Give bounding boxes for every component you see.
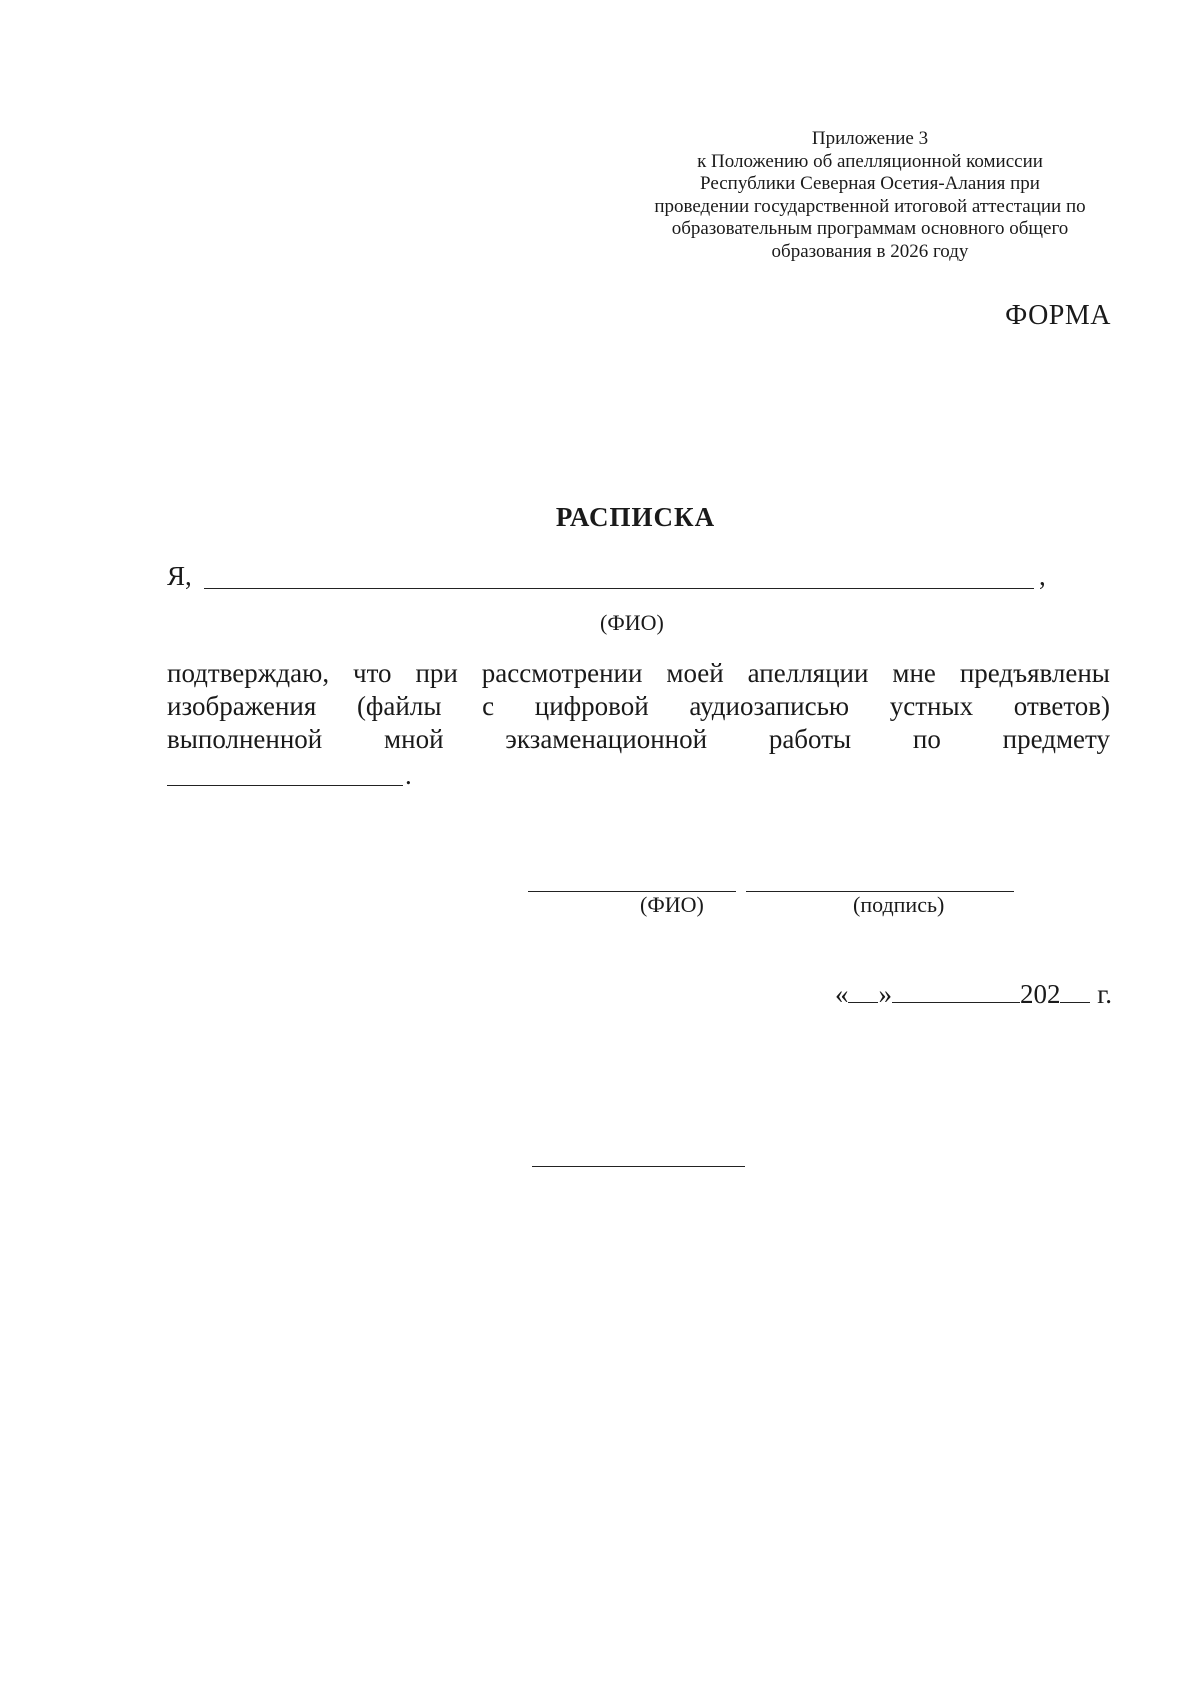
word: работы: [768, 724, 852, 754]
word: предмету: [1002, 724, 1110, 754]
date-month-field[interactable]: [892, 979, 1020, 1003]
word: по: [912, 724, 941, 754]
subject-end: .: [405, 760, 412, 790]
word: (файлы: [356, 691, 442, 721]
word: с: [482, 691, 495, 721]
date-year-suffix: г.: [1097, 979, 1112, 1009]
signature-caption: (подпись): [853, 892, 945, 917]
word: ответов): [1013, 691, 1110, 721]
subject-line: [167, 760, 417, 790]
subject-field[interactable]: [167, 760, 403, 786]
form-label: ФОРМА: [1005, 300, 1111, 331]
appendix-line: образования в 2026 году: [771, 240, 969, 262]
word: предъявлены: [959, 658, 1110, 688]
word: рассмотрении: [481, 658, 643, 688]
appendix-line: проведении государственной итоговой аттестации по: [654, 195, 1086, 217]
declarant-suffix: ,: [1039, 561, 1046, 591]
appendix-line: образовательным программам основного общего: [671, 218, 1069, 239]
word: при: [415, 658, 458, 688]
declarant-fio-caption: (ФИО): [600, 610, 664, 635]
declarant-name-field[interactable]: [204, 561, 1034, 589]
word: выполненной: [167, 724, 323, 754]
word: подтверждаю,: [167, 658, 330, 688]
body-line: [167, 657, 1110, 690]
bottom-signature-line[interactable]: [532, 1166, 745, 1167]
date-day-field[interactable]: [848, 979, 878, 1003]
date-line: [835, 979, 1112, 1010]
date-close-quote: »: [878, 979, 892, 1009]
word: что: [353, 658, 392, 688]
word: аудиозаписью: [689, 691, 850, 721]
body-line: [167, 690, 1110, 723]
appendix-header: [620, 128, 1120, 263]
word: устных: [889, 691, 974, 721]
appendix-line: к Положению об апелляционной комиссии: [697, 150, 1043, 172]
date-year-field[interactable]: [1060, 979, 1090, 1003]
appendix-line: Республики Северная Осетия-Алания при: [700, 173, 1040, 194]
body-line: [167, 723, 1110, 756]
body-paragraph: [167, 657, 1110, 756]
word: цифровой: [534, 691, 649, 721]
signature-fio-field[interactable]: [528, 891, 736, 892]
word: изображения: [167, 691, 317, 721]
date-year-prefix: 202: [1019, 979, 1061, 1009]
word: мне: [892, 658, 936, 688]
signature-fio-caption: (ФИО): [640, 892, 704, 917]
date-open-quote: «: [834, 979, 849, 1009]
word: мной: [384, 724, 444, 754]
word: моей: [666, 658, 724, 688]
word: апелляции: [747, 658, 869, 688]
declarant-line: [167, 561, 1071, 595]
document-title: РАСПИСКА: [555, 502, 716, 532]
word: экзаменационной: [505, 724, 708, 754]
appendix-line: Приложение 3: [811, 128, 929, 149]
declarant-prefix: Я,: [167, 561, 192, 591]
